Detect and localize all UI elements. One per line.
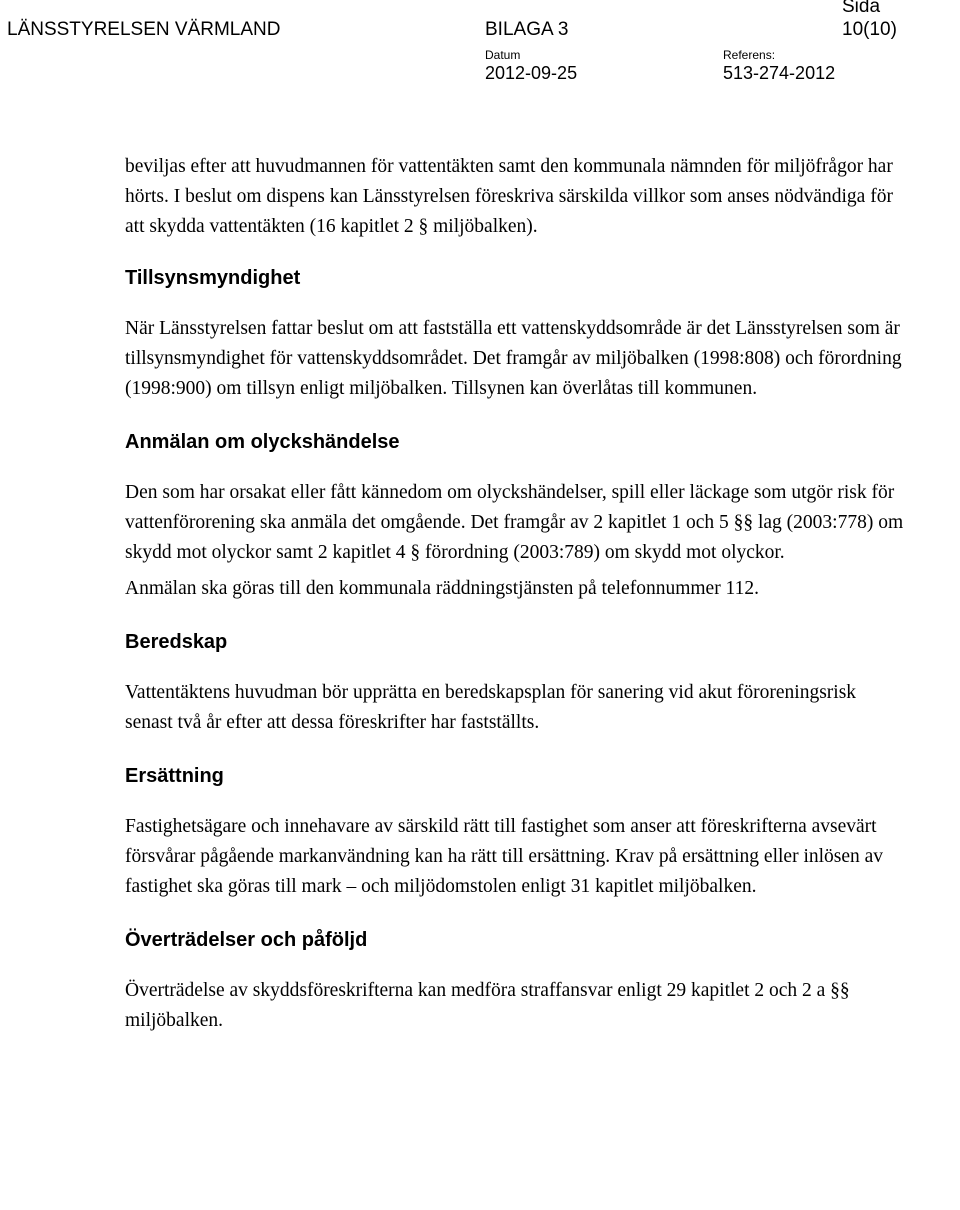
- heading-ersattning: Ersättning: [125, 765, 224, 787]
- paragraph-overtradelser: Överträdelse av skyddsföreskrifterna kan medföra straffansvar enligt 29 kapitlet 2 och 2 a §§ miljöbalken.: [125, 980, 850, 1031]
- heading-anmalan: Anmälan om olyckshändelse: [125, 431, 400, 453]
- page-header: [0, 0, 960, 100]
- intro-paragraph: beviljas efter att huvudmannen för vattentäkten samt den kommunala nämnden för miljöfrågor har hörts. I beslut om dispens kan Länsstyrelsen föreskriva särskilda villkor som anses nödvändiga för att skydda vattentäkten (16 kapitlet 2 § miljöbalken).: [125, 156, 893, 237]
- paragraph-beredskap: Vattentäktens huvudman bör upprätta en beredskapsplan för sanering vid akut föroreningsrisk senast två år efter att dessa föreskrifter har fastställts.: [125, 682, 857, 733]
- page-number: 10(10): [842, 19, 897, 40]
- paragraph-anmalan-1: Den som har orsakat eller fått kännedom om olyckshändelser, spill eller läckage som utgör risk för vattenförorening ska anmäla det omgående. Det framgår av 2 kapitlet 1 och 5 §§ lag (2003:778) om skydd mot olyckor samt 2 kapitlet 4 § förordning (2003:789) om skydd mot olyckor.: [125, 482, 904, 563]
- paragraph-anmalan-2: Anmälan ska göras till den kommunala räddningstjänsten på telefonnummer 112.: [125, 578, 759, 599]
- date-value: 2012-09-25: [485, 63, 578, 83]
- heading-overtradelser: Överträdelser och påföljd: [125, 929, 368, 951]
- page-label: Sida: [842, 0, 881, 17]
- heading-beredskap: Beredskap: [125, 631, 228, 653]
- document-body: [125, 152, 905, 1036]
- reference-value: 513-274-2012: [723, 63, 836, 83]
- paragraph-tillsynsmyndighet: När Länsstyrelsen fattar beslut om att fastställa ett vattenskyddsområde är det Länsstyrelsen som är tillsynsmyndighet för vattenskyddsområdet. Det framgår av miljöbalken (1998:808) och förordning (1998:900) om tillsyn enligt miljöbalken. Tillsynen kan överlåtas till kommunen.: [125, 318, 902, 399]
- paragraph-ersattning: Fastighetsägare och innehavare av särskild rätt till fastighet som anser att föreskrifterna avsevärt försvårar pågående markanvändning kan ha rätt till ersättning. Krav på ersättning eller inlösen av fastighet ska göras till mark – och miljödomstolen enligt 31 kapitlet miljöbalken.: [125, 816, 884, 897]
- attachment-label: BILAGA 3: [485, 19, 569, 40]
- reference-label: Referens:: [723, 48, 776, 62]
- heading-tillsynsmyndighet: Tillsynsmyndighet: [125, 267, 301, 289]
- organization-name: LÄNSSTYRELSEN VÄRMLAND: [7, 19, 281, 40]
- date-label: Datum: [485, 48, 521, 62]
